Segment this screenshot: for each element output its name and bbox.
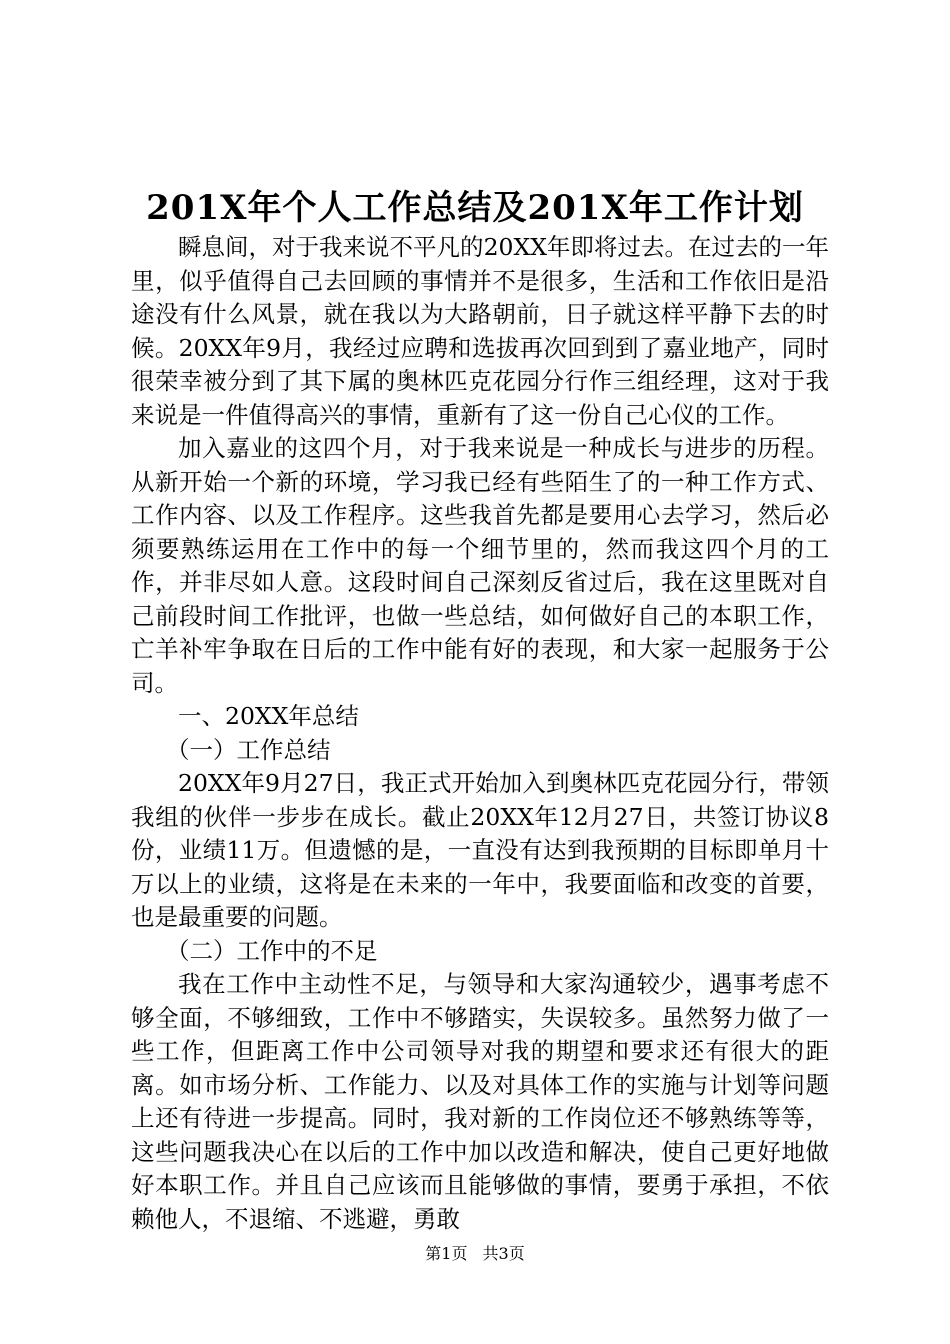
subsection-heading-work-summary: （一）工作总结: [166, 735, 331, 764]
paragraph-shortcomings: 我在工作中主动性不足，与领导和大家沟通较少，遇事考虑不够全面，不够细致，工作中不够踏实，失误较多。虽然努力做了一些工作，但距离工作中公司领导对我的期望和要求还有很大的距离。如市场分析、工作能力、以及对具体工作的实施与计划等问题上还有待进一步提高。同时，我对新的工作岗位还不够熟练等等，这些问题我决心在以后的工作中加以改造和解决，使自己更好地做好本职工作。并且自己应该而且能够做的事情，要勇于承担，不依赖他人，不退缩、不逃避，勇敢: [131, 970, 829, 1233]
section-heading-summary: 一、20XX年总结: [178, 702, 359, 730]
page-number-current: 第1页: [425, 1244, 468, 1263]
page-footer: [0, 1244, 950, 1264]
subsection-heading-shortcomings: （二）工作中的不足: [166, 936, 378, 965]
paragraph-work-summary: 20XX年9月27日，我正式开始加入到奥林匹克花园分行，带领我组的伙伴一步步在成长。截止20XX年12月27日，共签订协议8份，业绩11万。但遗憾的是，一直没有达到我预期的目标即单月十万以上的业绩，这将是在未来的一年中，我要面临和改变的首要，也是最重要的问题。: [131, 769, 829, 931]
document-title: 201X年个人工作总结及201X年工作计划: [146, 188, 804, 228]
paragraph-intro: 瞬息间，对于我来说不平凡的20XX年即将过去。在过去的一年里，似乎值得自己去回顾的事情并不是很多，生活和工作依旧是沿途没有什么风景，就在我以为大路朝前，日子就这样平静下去的时候。20XX年9月，我经过应聘和选拔再次回到到了嘉业地产，同时很荣幸被分到了其下属的奥林匹克花园分行作三组经理，这对于我来说是一件值得高兴的事情，重新有了这一份自己心仪的工作。: [131, 233, 829, 429]
document-body: [131, 231, 829, 1236]
page-number-total: 共3页: [482, 1244, 525, 1263]
paragraph-joining: 加入嘉业的这四个月，对于我来说是一种成长与进步的历程。从新开始一个新的环境，学习我已经有些陌生了的一种工作方式、工作内容、以及工作程序。这些我首先都是要用心去学习，然后必须要熟练运用在工作中的每一个细节里的，然而我这四个月的工作，并非尽如人意。这段时间自己深刻反省过后，我在这里既对自己前段时间工作批评，也做一些总结，如何做好自己的本职工作，亡羊补牢争取在日后的工作中能有好的表现，和大家一起服务于公司。: [131, 434, 829, 697]
